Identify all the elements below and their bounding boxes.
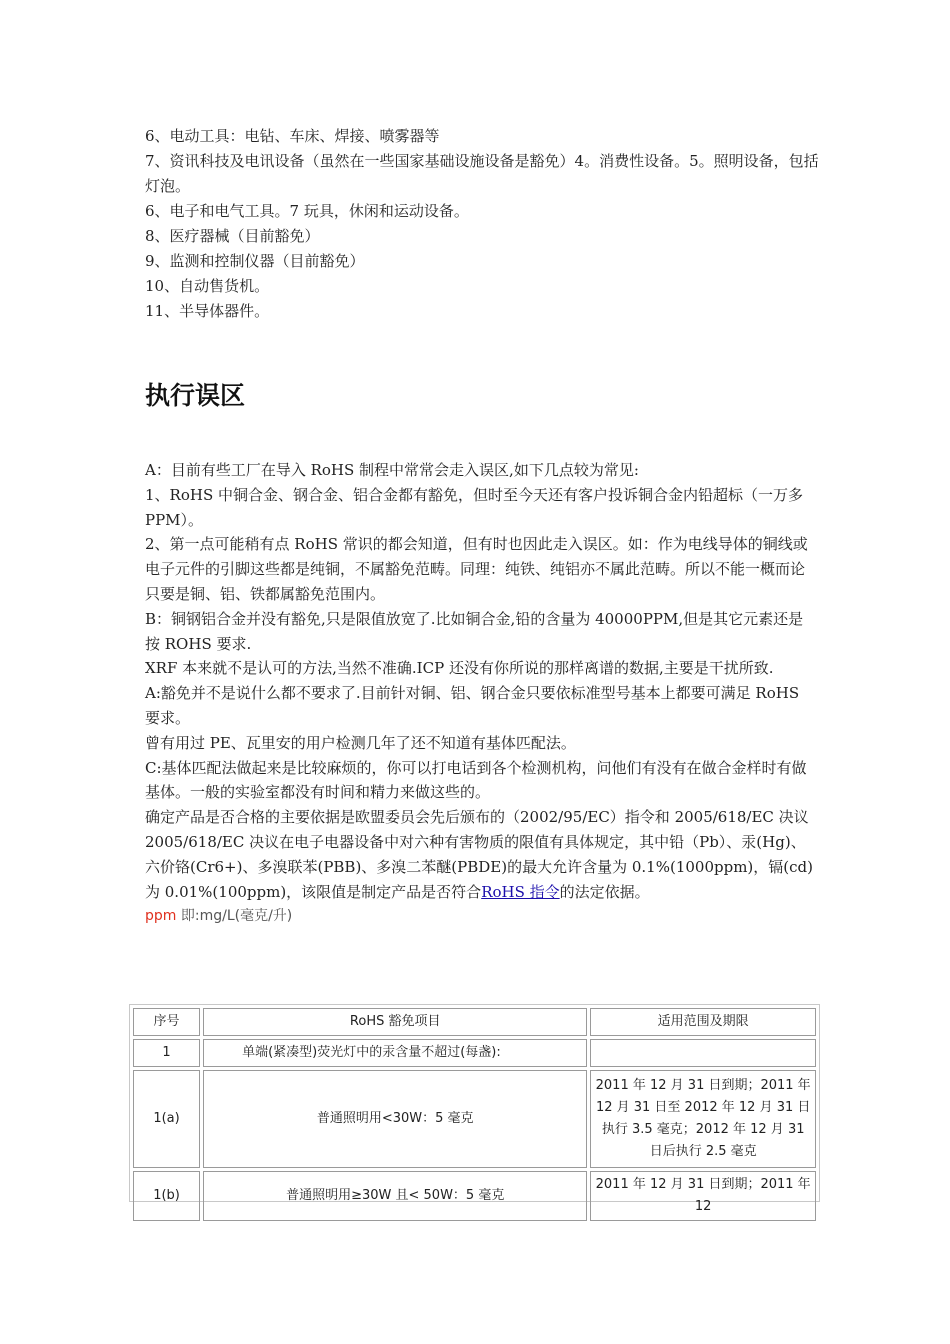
table-cell: 2011 年 12 月 31 日到期；2011 年 12 月 31 日至 2012 年 12 月 31 日执行 3.5 毫克；2012 年 12 月 31 日后执行 2.5 毫克 [590, 1070, 816, 1168]
header-cell-scope: 适用范围及期限 [590, 1008, 816, 1036]
table-cell: 1 [133, 1039, 200, 1067]
list-item: 9、监测和控制仪器（目前豁免） [145, 252, 365, 270]
exemption-table-container [129, 1004, 820, 1214]
table-cell: 2011 年 12 月 31 日到期；2011 年 12 [590, 1171, 816, 1221]
limit-values-text: 2005/618/EC 决议在电子电器设备中对六种有害物质的限值有具体规定，其中铅（Pb）、汞(Hg)、六价铬(Cr6+)、多溴联苯(PBB)、多溴二苯醚(PBDE)的最大允许含量为 0.1%(1000ppm)，镉(cd)为 0.01%(100ppm)，该限值是制定产品是否符合 [145, 832, 813, 901]
section-heading: 执行误区 [145, 381, 246, 410]
header-cell-item: RoHS 豁免项目 [203, 1008, 587, 1036]
table-cell: 单端(紧凑型)荧光灯中的汞含量不超过(每盏): [203, 1039, 587, 1067]
table-row [133, 1070, 816, 1168]
ppm-definition [145, 904, 817, 929]
paragraph: XRF 本来就不是认可的方法,当然不准确.ICP 还没有你所说的那样离谱的数据,主要是干扰所致. [145, 659, 774, 678]
paragraph: A：目前有些工厂在导入 RoHS 制程中常常会走入误区,如下几点较为常见: [145, 461, 639, 479]
ppm-term: ppm [145, 908, 177, 925]
table-cell: 普通照明用≥30W 且< 50W：5 毫克 [203, 1171, 587, 1221]
limit-values-suffix: 的法定依据。 [559, 882, 650, 901]
header-cell-number: 序号 [133, 1008, 200, 1036]
product-category-list [145, 124, 825, 324]
table-row [133, 1171, 816, 1221]
exemption-table [130, 1005, 819, 1224]
table-header-row [133, 1008, 816, 1036]
list-item: 6、电子和电气工具。7 玩具，休闲和运动设备。 [145, 202, 469, 220]
paragraph: 1、RoHS 中铜合金、钢合金、铝合金都有豁免，但时至今天还有客户投诉铜合金内铅超标（一万多 PPM）。 [145, 485, 803, 529]
paragraph: 曾有用过 PE、瓦里安的用户检测几年了还不知道有基体匹配法。 [145, 733, 576, 752]
paragraph: B：铜钢铝合金并没有豁免,只是限值放宽了.比如铜合金,铅的含量为 40000PPM,但是其它元素还是按 ROHS 要求. [145, 609, 804, 653]
ppm-text: 即:mg/L(毫克/升) [176, 908, 293, 925]
list-item: 6、电动工具：电钻、车床、焊接、喷雾器等 [145, 127, 440, 145]
paragraph: C:基体匹配法做起来是比较麻烦的，你可以打电话到各个检测机构，问他们有没有在做合金样时有做基体。一般的实验室都没有时间和精力来做这些的。 [145, 758, 807, 802]
table-cell [590, 1039, 816, 1067]
list-item: 8、医疗器械（目前豁免） [145, 227, 320, 245]
paragraph: 2、第一点可能稍有点 RoHS 常识的都会知道，但有时也因此走入误区。如：作为电线导体的铜线或电子元件的引脚这些都是纯铜，不属豁免范畴。同理：纯铁、纯铝亦不属此范畴。所以不能一概而论只要是铜、铝、铁都属豁免范围内。 [145, 535, 808, 603]
rohs-directive-link[interactable]: RoHS 指令 [481, 882, 560, 901]
table-cell: 1(a) [133, 1070, 200, 1168]
list-item: 11、半导体器件。 [145, 302, 270, 320]
list-item: 10、自动售货机。 [145, 277, 270, 295]
table-cell: 普通照明用<30W：5 毫克 [203, 1070, 587, 1168]
table-cell: 1(b) [133, 1171, 200, 1221]
list-item: 7、资讯科技及电讯设备（虽然在一些国家基础设施设备是豁免）4。消费性设备。5。照明设备，包括灯泡。 [145, 152, 819, 195]
paragraph: 确定产品是否合格的主要依据是欧盟委员会先后颁布的（2002/95/EC）指令和 2005/618/EC 决议 [145, 808, 809, 827]
section-body [145, 458, 817, 929]
table-row [133, 1039, 816, 1067]
paragraph: A:豁免并不是说什么都不要求了.目前针对铜、铝、钢合金只要依标准型号基本上都要可满足 RoHS 要求。 [145, 684, 800, 727]
limit-values-paragraph [145, 830, 817, 904]
